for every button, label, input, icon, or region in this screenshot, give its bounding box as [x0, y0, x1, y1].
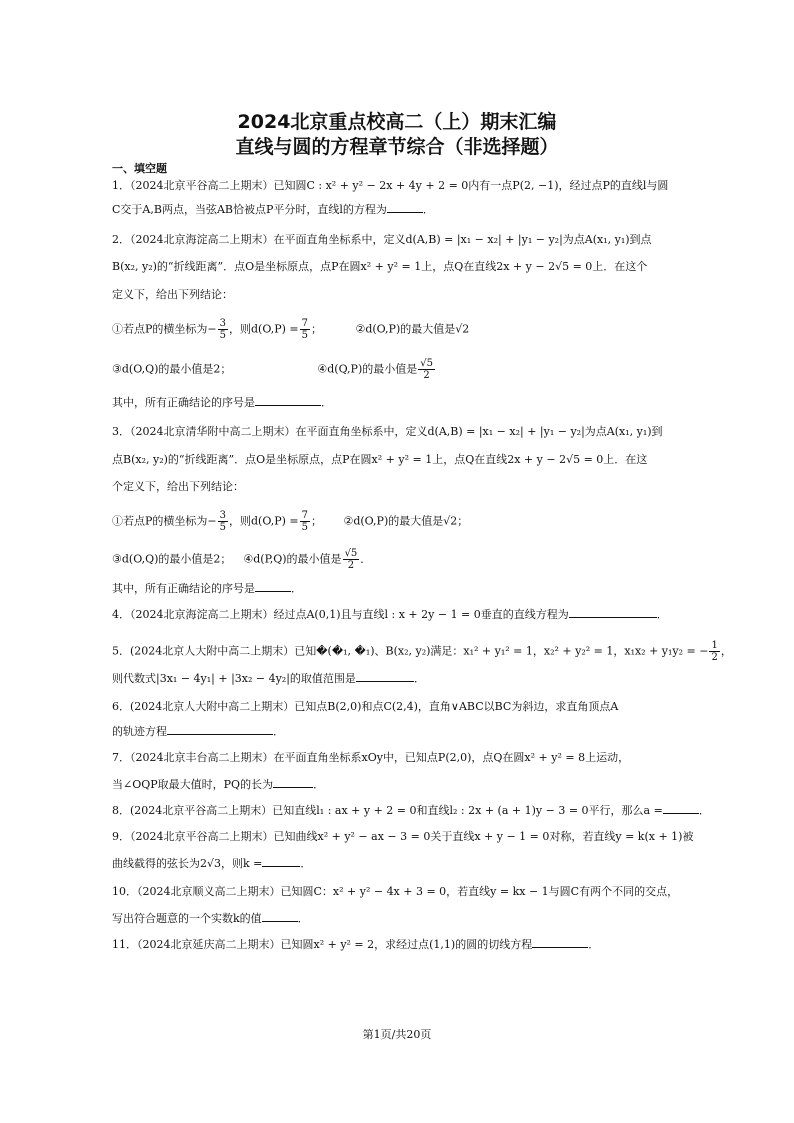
fraction-root5-over-2: $\frac{√5}{2}$: [420, 358, 433, 381]
answer-blank[interactable]: [273, 776, 313, 788]
question-3-line-2: 点B(x₂, y₂)的“折线距离”．点O是坐标原点，点P在圆x² + y² = 1上，点Q在直线2x + y − 2√5 = 0上．在这: [112, 453, 648, 466]
conclusion-2-text: ②d(O,P)的最大值是√2: [355, 322, 470, 336]
question-1-line-1: 1．（2024北京平谷高二上期末）已知圆C : x² + y² − 2x + 4y + 2 = 0内有一点P(2, −1)，经过点P的直线l与圆: [112, 179, 669, 192]
question-8-line-1: 8．(2024北京平谷高二上期末）已知直线l₁ : ax + y + 2 = 0和直线l₂ : 2x + (a + 1)y − 3 = 0平行，那么a = ．: [112, 804, 710, 817]
answer-blank[interactable]: [569, 606, 657, 618]
page-number: 第1页/共20页: [362, 1028, 432, 1041]
question-2-line-2: B(x₂, y₂)的“折线距离”．点O是坐标原点，点P在圆x² + y² = 1上，点Q在直线2x + y − 2√5 = 0上．在这个: [112, 260, 648, 273]
question-3-line-3: 个定义下，给出下列结论：: [112, 480, 244, 493]
question-2-line-1: 2．（2024北京海淀高二上期末）在平面直角坐标系中，定义d(A,B) = |x₁ − x₂| + |y₁ − y₂|为点A(x₁, y₁)到点: [112, 233, 652, 246]
section-heading: 一、填空题: [112, 162, 167, 175]
question-10-line-2: 写出符合题意的一个实数k的值 ．: [112, 912, 309, 925]
fraction-seven-fifths: $\frac{7}{5}$: [301, 318, 308, 341]
fraction-three-fifths: $\frac{3}{5}$: [219, 318, 226, 341]
answer-blank[interactable]: [262, 910, 298, 922]
document-title: 2024北京重点校高二（上）期末汇编: [237, 111, 557, 133]
question-9-line-1: 9．（2024北京平谷高二上期末）已知曲线x² + y² − ax − 3 = 0关于直线x + y − 1 = 0对称，若直线y = k(x + 1)被: [112, 830, 694, 843]
question-6-line-2: 的轨迹方程 ．: [112, 725, 284, 738]
question-1-end: ．: [422, 203, 434, 216]
conclusion-1-text-b: ，则d(O,P) =: [229, 322, 299, 336]
question-2-answer-line: 其中，所有正确结论的序号是 ．: [112, 396, 332, 409]
conclusion-4-text: ④d(Q,P)的最小值是: [317, 362, 418, 376]
fraction-root5-over-2: $\frac{√5}{2}$: [344, 548, 358, 571]
fraction-one-half: $\frac{1}{2}$: [711, 640, 718, 663]
question-2-conclusions-a: ①若点P的横坐标为− $\frac{3}{5}$ ，则d(O,P) = $\frac{7}{5}$ ； ②d(O,P)的最大值是√2: [112, 318, 470, 341]
question-1-line-2: [112, 201, 686, 218]
answer-blank[interactable]: [255, 580, 291, 592]
conclusion-3-text: ③d(O,Q)的最小值是2；: [112, 362, 232, 376]
answer-blank[interactable]: [387, 201, 423, 213]
answer-blank[interactable]: [167, 723, 273, 735]
fraction-three-fifths: $\frac{3}{5}$: [219, 510, 226, 533]
question-5-line-2: 则代数式|3x₁ − 4y₁| + |3x₂ − 4y₂|的取值范围是 ．: [112, 672, 425, 685]
question-3-conclusions-a: ①若点P的横坐标为− $\frac{3}{5}$ ，则d(O,P) = $\frac{7}{5}$ ； ②d(O,P)的最大值是√2；: [112, 510, 469, 533]
answer-blank[interactable]: [255, 394, 321, 406]
question-11-line-1: 11．（2024北京延庆高二上期末）已知圆x² + y² = 2，求经过点(1,1)的圆的切线方程 ．: [112, 938, 600, 951]
question-5-line-1: 5．(2024北京人大附中高二上期末）已知�(�₁, �₁)、B(x₂, y₂)满足：x₁² + y₁² = 1，x₂² + y₂² = 1，x₁x₂ + y₁y₂ = − $\frac{1}{2}$ ，: [112, 640, 732, 663]
answer-blank[interactable]: [663, 802, 699, 814]
question-3-conclusions-b: ③d(O,Q)的最小值是2； ④d(P,Q)的最小值是 $\frac{√5}{2}$ ．: [112, 548, 372, 571]
question-7-line-1: 7．（2024北京丰台高二上期末）在平面直角坐标系xOy中，已知点P(2,0)，点Q在圆x² + y² = 8上运动，: [112, 751, 630, 764]
question-10-line-1: 10．（2024北京顺义高二上期末）已知圆C：x² + y² − 4x + 3 = 0，若直线y = kx − 1与圆C有两个不同的交点，: [112, 885, 679, 898]
fraction-seven-fifths: $\frac{7}{5}$: [301, 510, 308, 533]
answer-blank[interactable]: [532, 936, 588, 948]
question-7-line-2: 当∠OQP取最大值时，PQ的长为 ．: [112, 778, 325, 791]
question-4-line-1: 4．（2024北京海淀高二上期末）经过点A(0,1)且与直线l : x + 2y − 1 = 0垂直的直线方程为 ．: [112, 608, 668, 621]
answer-blank[interactable]: [262, 855, 300, 867]
document-subtitle: 直线与圆的方程章节综合（非选择题）: [235, 136, 559, 158]
question-2-conclusions-b: [112, 358, 686, 381]
question-3-answer-line: 其中，所有正确结论的序号是 ．: [112, 582, 302, 595]
question-6-line-1: 6．(2024北京人大附中高二上期末）已知点B(2,0)和点C(2,4)，直角∨ABC以BC为斜边，求直角顶点A: [112, 700, 619, 713]
answer-blank[interactable]: [356, 670, 414, 682]
question-9-line-2: 曲线截得的弦长为2√3，则k = ．: [112, 857, 312, 870]
question-3-line-1: 3．（2024北京清华附中高二上期末）在平面直角坐标系中，定义d(A,B) = |x₁ − x₂| + |y₁ − y₂|为点A(x₁, y₁)到: [112, 425, 663, 438]
question-2-line-3: 定义下，给出下列结论：: [112, 288, 233, 301]
question-1-text: C交于A,B两点，当弦AB恰被点P平分时，直线l的方程为: [112, 203, 387, 216]
conclusion-1-text: ①若点P的横坐标为−: [112, 322, 217, 336]
